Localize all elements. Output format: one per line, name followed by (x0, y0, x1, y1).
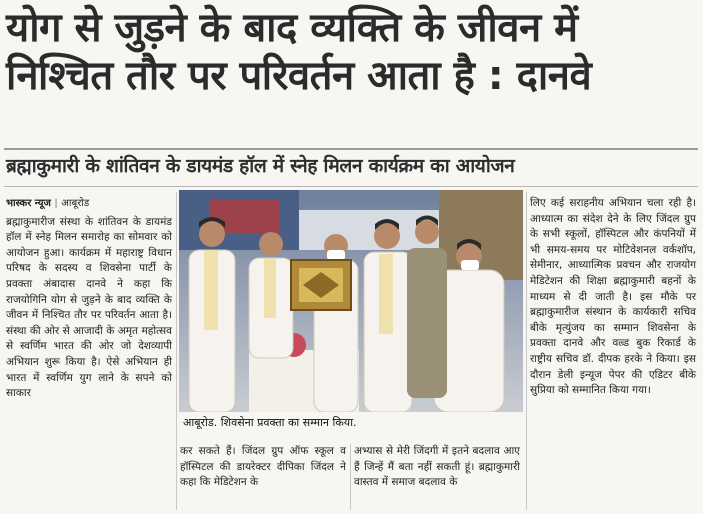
subheadline: ब्रह्माकुमारी के शांतिवन के डायमंड हॉल में स्नेह मिलन कार्यक्रम का आयोजन (6, 155, 515, 177)
photo-caption: आबूरोड. शिवसेना प्रवक्ता का सम्मान किया. (179, 412, 523, 434)
column-2-text: कर सकते हैं। जिंदल ग्रुप ऑफ स्कूल व हॉस्पिटल की डायरेक्टर दीपिका जिंदल ने कहा कि मेडिटेशन के (180, 445, 346, 489)
column-4-text: लिए कई सराहनीय अभियान चला रही है। आध्यात्म का संदेश देने के लिए जिंदल ग्रुप के सभी स्कूलों, हॉस्पिटल और कंपनियों में भी समय-समय पर मोटिवेशनल वर्कशॉप, सेमीनार, आध्यात्मिक प्रवचन और राजयोग मेडिटेशन की शिक्षा ब्रह्माकुमारी बहनों के माध्यम से दी जाती है। इस मौके पर ब्रह्माकुमारीज संस्थान के कार्यकारी सचिव बीके मृत्युंजय का सम्मान शिवसेना के प्रवक्ता दानवे और वल्र्ड बुक रिकार्ड के राष्ट्रीय सचिव डॉ. दीपक हरके ने किया। इस दौरान डेली इन्यूज पेपर की एडिटर बीके सुप्रिया को सम्मानित किया गया। (530, 197, 696, 397)
dateline-separator: | (54, 198, 58, 209)
headline-line-2: निश्चित तौर पर परिवर्तन आता है : दानवे (6, 53, 592, 99)
headline-line-1: योग से जुड़ने के बाद व्यक्ति के जीवन में (6, 5, 578, 51)
dateline-source: भास्कर न्यूज (6, 198, 51, 209)
event-photo (179, 190, 523, 412)
dateline (6, 196, 172, 212)
headline (6, 4, 696, 100)
article-column-3 (354, 444, 520, 491)
column-1-text: ब्रह्माकुमारीज संस्था के शांतिवन के डायमंड हॉल में स्नेह मिलन समारोह का सोमवार को आयोजन हुआ। कार्यक्रम में महाराष्ट्र विधान परिषद के सदस्य व शिवसेना पार्टी के प्रवक्ता अंबादास दानवे ने कहा कि राजयोगिनि योग से जुड़ने के बाद व्यक्ति के जीवन में निश्चित तौर पर परिवर्तन आता है। संस्था की ओर से आजादी के अमृत महोत्सव से स्वर्णिम भारत की ओर जो देशव्यापी अभियान शुरू किया है। ऐसे अभियान ही भारत में स्वर्णिम युग लाने के सपने को साकार (6, 215, 172, 400)
dateline-place: आबूरोड (61, 198, 90, 209)
article-column-2 (180, 444, 346, 491)
article-column-1 (6, 196, 172, 402)
divider-sub (4, 186, 698, 187)
column-divider (350, 444, 351, 510)
column-divider (526, 192, 527, 510)
event-photo-illustration (179, 190, 523, 412)
divider-top (4, 148, 698, 150)
article-column-4 (530, 196, 696, 399)
column-3-text: अभ्यास से मेरी जिंदगी में इतने बदलाव आए हैं जिन्हें मैं बता नहीं सकती हूं। ब्रह्माकुमारी वास्तव में समाज बदलाव के (354, 445, 520, 489)
column-divider (176, 192, 177, 510)
